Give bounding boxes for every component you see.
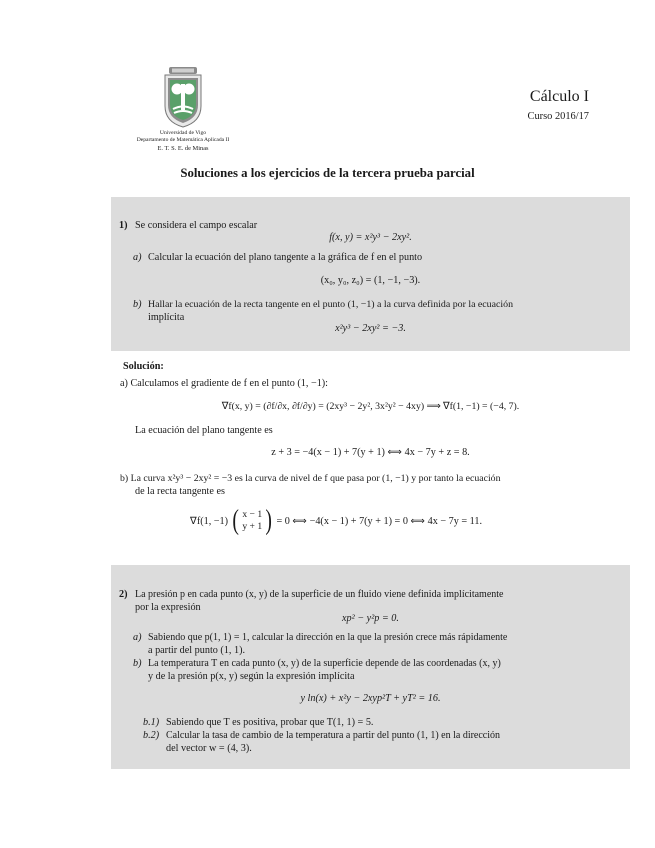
exercise-2-number: 2) <box>119 589 128 600</box>
page-title: Soluciones a los ejercicios de la tercera prueba parcial <box>180 166 475 180</box>
solution-a-gradient-equation: ∇f(x, y) = (∂f/∂x, ∂f/∂y) = (2xy³ − 2y², 3x²y² − 4xy) ⟹ ∇f(1, −1) = (−4, 7). <box>221 401 520 412</box>
exercise-2-equation: xp² − y²p = 0. <box>342 613 399 624</box>
solution-a-text: a) Calculamos el gradiente de f en el punto (1, −1): <box>120 378 329 389</box>
exercise-1-intro: Se considera el campo escalar <box>135 220 258 231</box>
exercise-2a-text-line1: Sabiendo que p(1, 1) = 1, calcular la dirección en la que la presión crece más rápidamente <box>148 632 508 643</box>
solution-b-equation-lhs: ∇f(1, −1) <box>190 515 229 527</box>
left-paren: ( <box>232 505 239 536</box>
exercise-1-number: 1) <box>119 220 128 231</box>
solution-b-text-line1: b) La curva x²y³ − 2xy² = −3 es la curva de nivel de f que pasa por (1, −1) y por tanto la ecuación <box>120 473 501 484</box>
university-logo <box>160 66 206 128</box>
exercise-1a-label: a) <box>133 252 142 263</box>
exercise-2b1-text: Sabiendo que T es positiva, probar que T(1, 1) = 5. <box>166 717 374 728</box>
exercise-2b-text-line2: y de la presión p(x, y) según la expresión implícita <box>148 671 355 682</box>
exercise-1a-point: (x₀, y₀, z₀) = (1, −1, −3). <box>320 275 421 286</box>
exercise-2-intro-line2: por la expresión <box>135 602 201 613</box>
solution-b-text-line2: de la recta tangente es <box>135 486 225 497</box>
course-year: Curso 2016/17 <box>527 111 589 122</box>
solution-a-plane-text: La ecuación del plano tangente es <box>135 425 273 436</box>
solution-b-equation-rhs: = 0 ⟺ −4(x − 1) + 7(y + 1) = 0 ⟺ 4x − 7y = 11. <box>276 515 483 527</box>
exercise-2b2-text-line1: Calcular la tasa de cambio de la temperatura a partir del punto (1, 1) en la dirección <box>166 730 501 741</box>
exercise-1b-text-line1: Hallar la ecuación de la recta tangente en el punto (1, −1) a la curva definida por la ecuación <box>148 299 514 310</box>
solution-a-plane-equation: z + 3 = −4(x − 1) + 7(y + 1) ⟺ 4x − 7y + z = 8. <box>271 447 470 458</box>
right-paren: ) <box>265 505 273 536</box>
shield-emblem-icon <box>160 66 206 128</box>
department-name: Departamento de Matemática Aplicada II <box>136 137 230 143</box>
solution-heading: Solución: <box>123 361 164 372</box>
exercise-2b2-text-line2: del vector w = (4, 3). <box>166 743 252 754</box>
exercise-2b-label: b) <box>133 658 142 669</box>
course-title: Cálculo I <box>529 88 589 105</box>
exercise-1-equation: f(x, y) = x²y³ − 2xy². <box>329 232 412 243</box>
exercise-2a-label: a) <box>133 632 142 643</box>
university-name: Universidad de Vigo <box>159 130 207 136</box>
exercise-2b2-label: b.2) <box>143 730 160 741</box>
exercise-2-intro-line1: La presión p en cada punto (x, y) de la superficie de un fluido viene definida implícitamente <box>135 589 504 600</box>
solution-b-equation <box>190 506 482 536</box>
exercise-2a-text-line2: a partir del punto (1, 1). <box>148 645 246 656</box>
exercise-1b-label: b) <box>133 299 142 310</box>
exercise-1b-text-line2: implícita <box>148 312 185 323</box>
vector-bottom: y + 1 <box>242 521 263 532</box>
exercise-1a-text: Calcular la ecuación del plano tangente a la gráfica de f en el punto <box>148 252 423 263</box>
exercise-2b-text-line1: La temperatura T en cada punto (x, y) de la superficie depende de las coordenadas (x, y) <box>148 658 501 669</box>
exercise-1b-equation: x²y³ − 2xy² = −3. <box>335 323 406 334</box>
school-name: E. T. S. E. de Minas <box>157 145 209 152</box>
vector-top: x − 1 <box>242 509 263 520</box>
exercise-2b-equation: y ln(x) + x²y − 2xyp²T + yT² = 16. <box>300 693 441 704</box>
exercise-2b1-label: b.1) <box>143 717 160 728</box>
tangent-vector <box>242 509 262 533</box>
